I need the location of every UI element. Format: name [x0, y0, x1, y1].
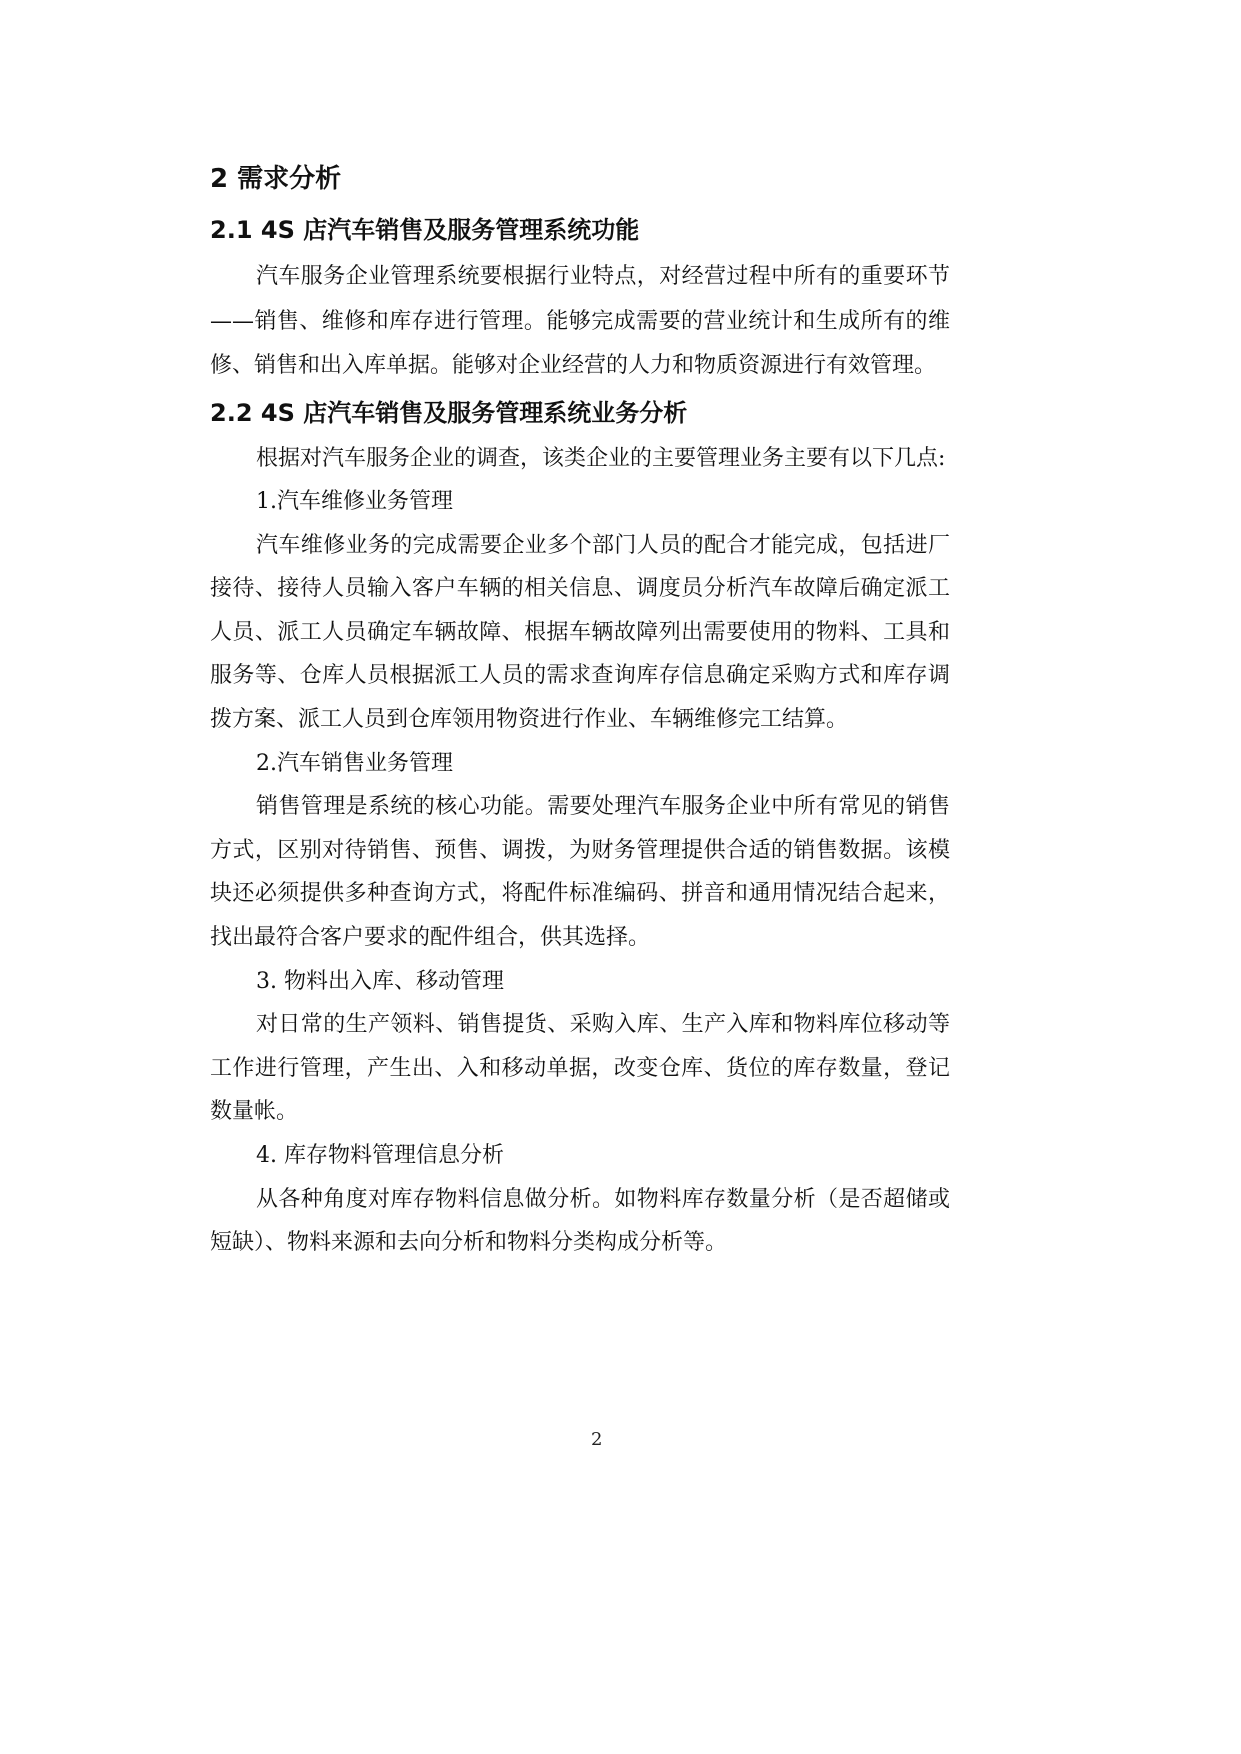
paragraph-line: 汽车服务企业管理系统要根据行业特点，对经营过程中所有的重要环节	[256, 264, 950, 289]
paragraph	[210, 785, 950, 959]
paragraph-line: 接待、接待人员输入客户车辆的相关信息、调度员分析汽车故障后确定派工	[210, 576, 950, 602]
list-item-heading: 3. 物料出入库、移动管理	[256, 968, 504, 994]
paragraph-line: 汽车维修业务的完成需要企业多个部门人员的配合才能完成，包括进厂	[256, 532, 950, 558]
paragraph	[210, 524, 950, 742]
list-item-heading: 1.汽车维修业务管理	[256, 489, 453, 515]
list-item-heading: 4. 库存物料管理信息分析	[256, 1143, 504, 1168]
section-title: 2.1 4S 店汽车销售及服务管理系统功能	[210, 216, 640, 244]
paragraph	[210, 255, 950, 389]
paragraph-line: 人员、派工人员确定车辆故障、根据车辆故障列出需要使用的物料、工具和	[210, 619, 950, 645]
paragraph-line: 从各种角度对库存物料信息做分析。如物料库存数量分析（是否超储或	[256, 1186, 950, 1212]
paragraph-line: 数量帐。	[210, 1099, 299, 1125]
paragraph-line: 根据对汽车服务企业的调查，该类企业的主要管理业务主要有以下几点:	[256, 445, 946, 471]
paragraph-line: 短缺）、物料来源和去向分析和物料分类构成分析等。	[210, 1230, 728, 1256]
paragraph-line: 修、销售和出入库单据。能够对企业经营的人力和物质资源进行有效管理。	[210, 353, 937, 378]
paragraph-line: 拨方案、派工人员到仓库领用物资进行作业、车辆维修完工结算。	[210, 707, 849, 733]
paragraph-line: 对日常的生产领料、销售提货、采购入库、生产入库和物料库位移动等	[256, 1012, 950, 1038]
paragraph	[210, 1178, 950, 1265]
section-title: 2.2 4S 店汽车销售及服务管理系统业务分析	[210, 398, 688, 427]
paragraph-line: ——销售、维修和库存进行管理。能够完成需要的营业统计和生成所有的维	[210, 308, 950, 334]
chapter-title: 2 需求分析	[210, 164, 342, 194]
paragraph-line: 销售管理是系统的核心功能。需要处理汽车服务企业中所有常见的销售	[256, 794, 950, 820]
paragraph-line: 找出最符合客户要求的配件组合，供其选择。	[210, 925, 651, 951]
page-body	[210, 153, 950, 1265]
paragraph-line: 服务等、仓库人员根据派工人员的需求查询库存信息确定采购方式和库存调	[210, 663, 950, 689]
page-number: 2	[591, 1429, 603, 1450]
paragraph-line: 方式，区别对待销售、预售、调拨，为财务管理提供合适的销售数据。该模	[210, 837, 950, 863]
list-item-heading: 2.汽车销售业务管理	[256, 750, 453, 776]
paragraph-line: 块还必须提供多种查询方式，将配件标准编码、拼音和通用情况结合起来，	[210, 881, 950, 907]
paragraph-line: 工作进行管理，产生出、入和移动单据，改变仓库、货位的库存数量，登记	[210, 1055, 950, 1081]
paragraph	[210, 1003, 950, 1134]
